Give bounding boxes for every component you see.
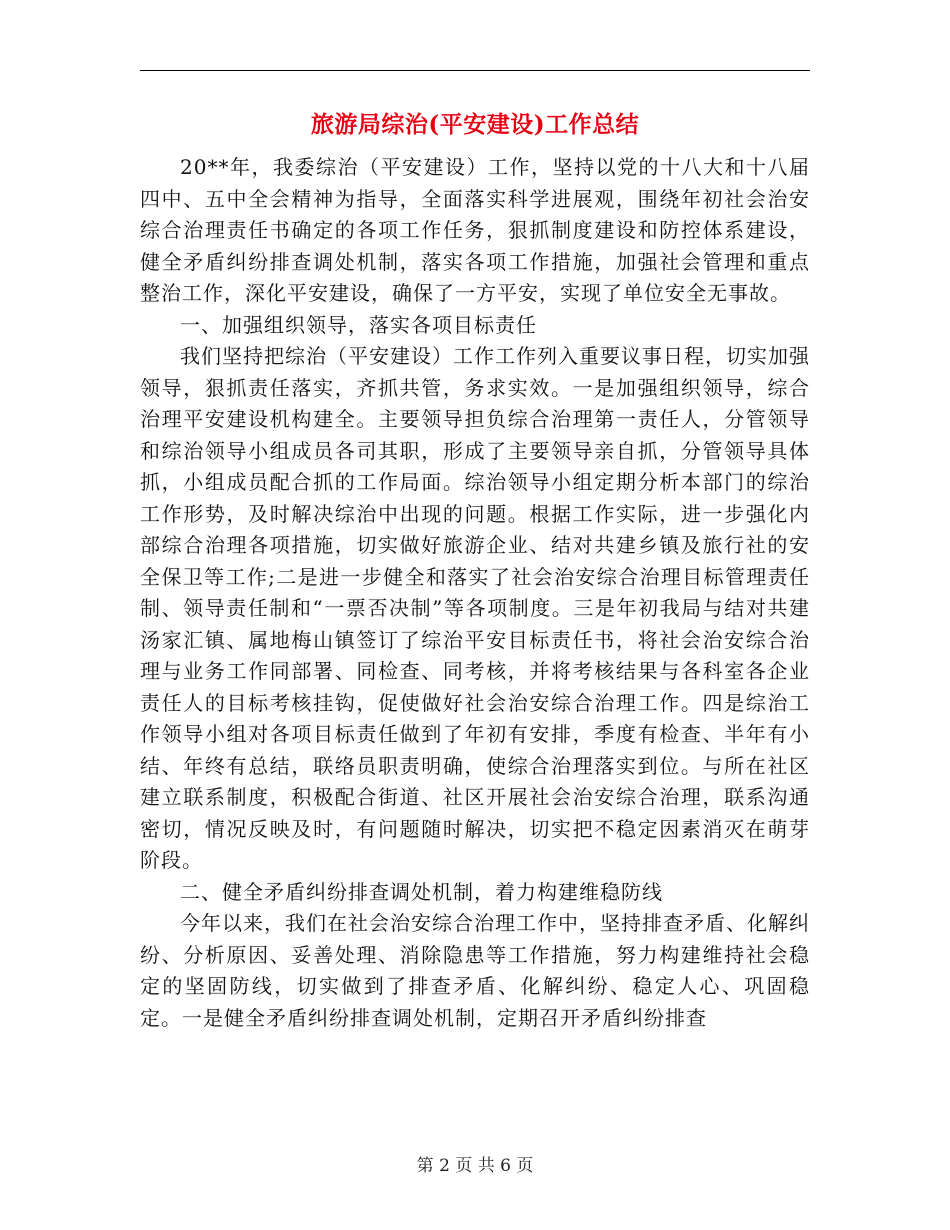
header-rule [140,70,810,71]
document-body [140,152,810,1034]
section-heading-2: 二、健全矛盾纠纷排查调处机制，着力构建维稳防线 [180,879,663,904]
paragraph-intro: 20**年，我委综治（平安建设）工作，坚持以党的十八大和十八届四中、五中全会精神为指导，全面落实科学进展观，围绕年初社会治安综合治理责任书确定的各项工作任务，狠抓制度建设和防控体系建设，健全矛盾纠纷排查调处机制，落实各项工作措施，加强社会管理和重点整治工作，深化平安建设，确保了一方平安，实现了单位安全无事故。 [140,155,810,305]
page-number-footer: 第 2 页 共 6 页 [416,1156,534,1176]
document-title: 旅游局综治(平安建设)工作总结 [310,111,640,138]
paragraph-section-1: 我们坚持把综治（平安建设）工作工作列入重要议事日程，切实加强领导，狠抓责任落实，齐抓共管，务求实效。一是加强组织领导，综合治理平安建设机构建全。主要领导担负综合治理第一责任人，分管领导和综治领导小组成员各司其职，形成了主要领导亲自抓，分管领导具体抓，小组成员配合抓的工作局面。综治领导小组定期分析本部门的综治工作形势，及时解决综治中出现的问题。根据工作实际，进一步强化内部综合治理各项措施，切实做好旅游企业、结对共建乡镇及旅行社的安全保卫等工作;二是进一步健全和落实了社会治安综合治理目标管理责任制、领导责任制和“一票否决制”等各项制度。三是年初我局与结对共建汤家汇镇、属地梅山镇签订了综治平安目标责任书，将社会治安综合治理与业务工作同部署、同检查、同考核，并将考核结果与各科室各企业责任人的目标考核挂钩，促使做好社会治安综合治理工作。四是综治工作领导小组对各项目标责任做到了年初有安排，季度有检查、半年有小结、年终有总结，联络员职责明确，使综合治理落实到位。与所在社区建立联系制度，积极配合街道、社区开展社会治安综合治理，联系沟通密切，情况反映及时，有问题随时解决，切实把不稳定因素消灭在萌芽阶段。 [140,344,810,872]
paragraph-section-2: 今年以来，我们在社会治安综合治理工作中，坚持排查矛盾、化解纠纷、分析原因、妥善处理、消除隐患等工作措施，努力构建维持社会稳定的坚固防线，切实做到了排查矛盾、化解纠纷、稳定人心、巩固稳定。一是健全矛盾纠纷排查调处机制，定期召开矛盾纠纷排查 [140,911,810,1030]
section-heading-1: 一、加强组织领导，落实各项目标责任 [180,312,537,337]
